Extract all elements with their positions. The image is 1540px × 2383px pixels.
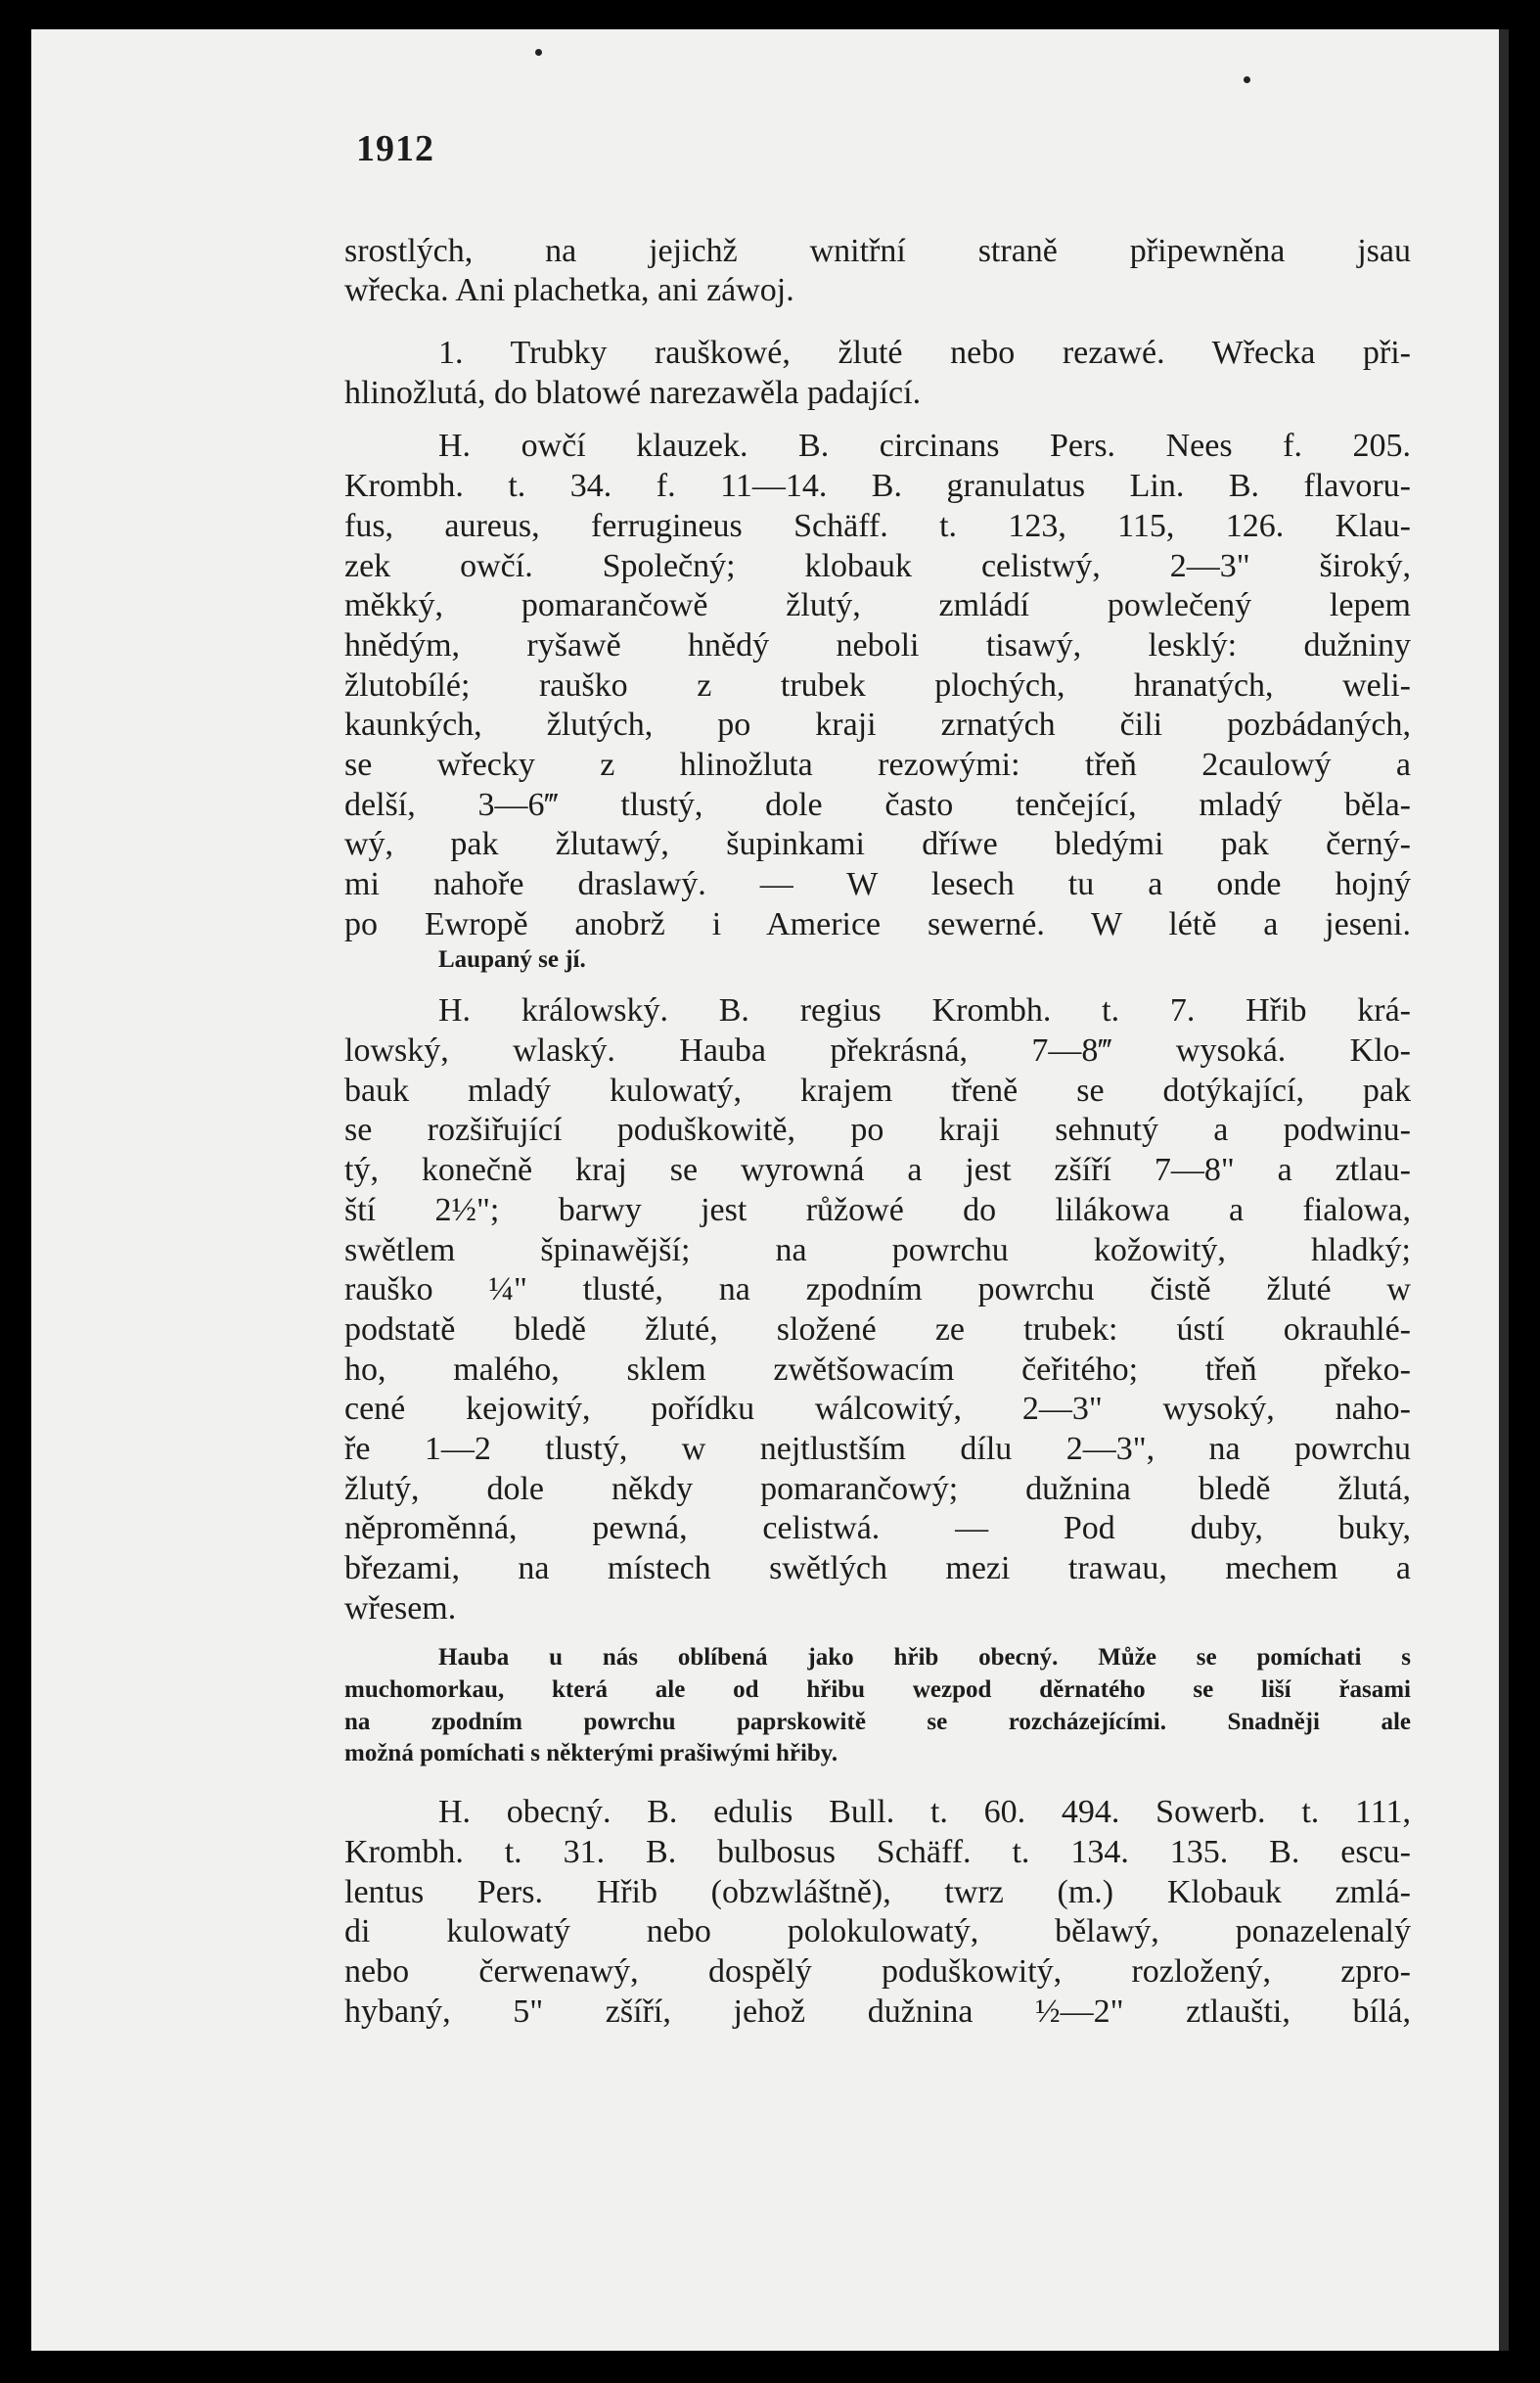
text-line: Krombh. t. 34. f. 11—14. B. granulatus Lin. B. flavoru- bbox=[344, 468, 1411, 505]
print-speck bbox=[535, 49, 542, 56]
text-line: lentus Pers. Hřib (obzwláštně), twrz (m.) Klobauk zmlá- bbox=[344, 1873, 1411, 1910]
species-kralowsky bbox=[344, 991, 1411, 1628]
text-line: di kulowatý nebo polokulowatý, bělawý, ponazelenalý bbox=[344, 1913, 1411, 1950]
text-line: ře 1—2 tlustý, w nejtlustším dílu 2—3", na powrchu bbox=[344, 1430, 1411, 1467]
page-content bbox=[344, 129, 1411, 2032]
text-line: fus, aureus, ferrugineus Schäff. t. 123, 115, 126. Klau- bbox=[344, 507, 1411, 544]
page-number: 1912 bbox=[356, 128, 434, 169]
page-edge bbox=[1499, 29, 1509, 2351]
text-line: rauško ¼" tlusté, na zpodním powrchu čistě žluté w bbox=[344, 1271, 1411, 1308]
text-line: lowský, wlaský. Hauba překrásná, 7—8‴ wysoká. Klo- bbox=[344, 1032, 1411, 1070]
text-line: cené kejowitý, pořídku wálcowitý, 2—3" wysoký, naho- bbox=[344, 1391, 1411, 1428]
intro-paragraph bbox=[344, 232, 1411, 311]
note-line: možná pomíchati s některými prašiwými hřiby. bbox=[344, 1740, 838, 1767]
text-line: H. obecný. B. edulis Bull. t. 60. 494. Sowerb. t. 111, bbox=[438, 1794, 1411, 1831]
note-line: na zpodním powrchu paprskowitě se rozcházejícími. Snadněji ale bbox=[344, 1708, 1411, 1735]
text-line: wřesem. bbox=[344, 1589, 457, 1627]
text-line: wý, pak žlutawý, šupinkami dříwe bledými pak černý- bbox=[344, 826, 1411, 863]
text-line: žlutý, dole někdy pomarančowý; dužnina bledě žlutá, bbox=[344, 1470, 1411, 1507]
species-note-block bbox=[344, 1642, 1411, 1770]
text-line: swětlem špinawější; na powrchu kožowitý, hladký; bbox=[344, 1231, 1411, 1268]
note-line: Hauba u nás oblíbená jako hřib obecný. Může se pomíchati s bbox=[438, 1644, 1411, 1672]
text-line: něproměnná, pewná, celistwá. — Pod duby, buky, bbox=[344, 1510, 1411, 1547]
text-line: ho, malého, sklem zwětšowacím čeřitého; třeň překo- bbox=[344, 1351, 1411, 1388]
section-1-heading bbox=[344, 334, 1411, 413]
text-line: tý, konečně kraj se wyrowná a jest zšíří 7—8" a ztlau- bbox=[344, 1152, 1411, 1189]
text-line: mi nahoře draslawý. — W lesech tu a onde hojný bbox=[344, 866, 1411, 903]
text-line: nebo čerwenawý, dospělý poduškowitý, rozložený, zpro- bbox=[344, 1952, 1411, 1990]
text-line: Krombh. t. 31. B. bulbosus Schäff. t. 134. 135. B. escu- bbox=[344, 1833, 1411, 1870]
text-line: hybaný, 5" zšíří, jehož dužnina ½—2" ztlaušti, bílá, bbox=[344, 1993, 1411, 2030]
text-line: H. owčí klauzek. B. circinans Pers. Nees f. 205. bbox=[438, 428, 1411, 465]
text-line: srostlých, na jejichž wnitřní straně připewněna jsau bbox=[344, 232, 1411, 269]
species-owci-klauzek bbox=[344, 427, 1411, 944]
text-line: zek owčí. Společný; klobauk celistwý, 2—3" široký, bbox=[344, 547, 1411, 584]
text-line: po Ewropě anobrž i Americe sewerné. W létě a jeseni. bbox=[344, 905, 1411, 942]
text-line: delší, 3—6‴ tlustý, dole často tenčející, mladý běla- bbox=[344, 786, 1411, 823]
text-line: hlinožlutá, do blatowé narezawěla padající. bbox=[344, 374, 922, 411]
text-line: měkký, pomarančowě žlutý, zmládí powlečený lepem bbox=[344, 587, 1411, 624]
text-line: se wřecky z hlinožluta rezowými: třeň 2caulowý a bbox=[344, 746, 1411, 783]
text-line: březami, na místech swětlých mezi trawau, mechem a bbox=[344, 1550, 1411, 1587]
text-line: H. králowský. B. regius Krombh. t. 7. Hřib krá- bbox=[438, 992, 1411, 1030]
text-line: ští 2½"; barwy jest růžowé do lilákowa a fialowa, bbox=[344, 1191, 1411, 1228]
text-line: hnědým, ryšawě hnědý neboli tisawý, lesklý: dužniny bbox=[344, 626, 1411, 664]
species-obecny bbox=[344, 1793, 1411, 2032]
note-line: muchomorkau, která ale od hřibu wezpod děrnatého se liší řasami bbox=[344, 1676, 1411, 1704]
species-note: Laupaný se jí. bbox=[438, 946, 586, 974]
text-line: 1. Trubky rauškowé, žluté nebo rezawé. Wřecka při- bbox=[438, 335, 1411, 372]
text-line: se rozšiřující poduškowitě, po kraji sehnutý a podwinu- bbox=[344, 1112, 1411, 1149]
text-line: žlutobílé; rauško z trubek plochých, hranatých, weli- bbox=[344, 666, 1411, 704]
text-line: bauk mladý kulowatý, krajem třeně se dotýkající, pak bbox=[344, 1072, 1411, 1109]
text-line: podstatě bledě žluté, složené ze trubek: ústí okrauhlé- bbox=[344, 1310, 1411, 1348]
print-speck bbox=[1244, 76, 1250, 83]
text-line: kaunkých, žlutých, po kraji zrnatých čili pozbádaných, bbox=[344, 707, 1411, 744]
text-line: wřecka. Ani plachetka, ani záwoj. bbox=[344, 272, 794, 309]
